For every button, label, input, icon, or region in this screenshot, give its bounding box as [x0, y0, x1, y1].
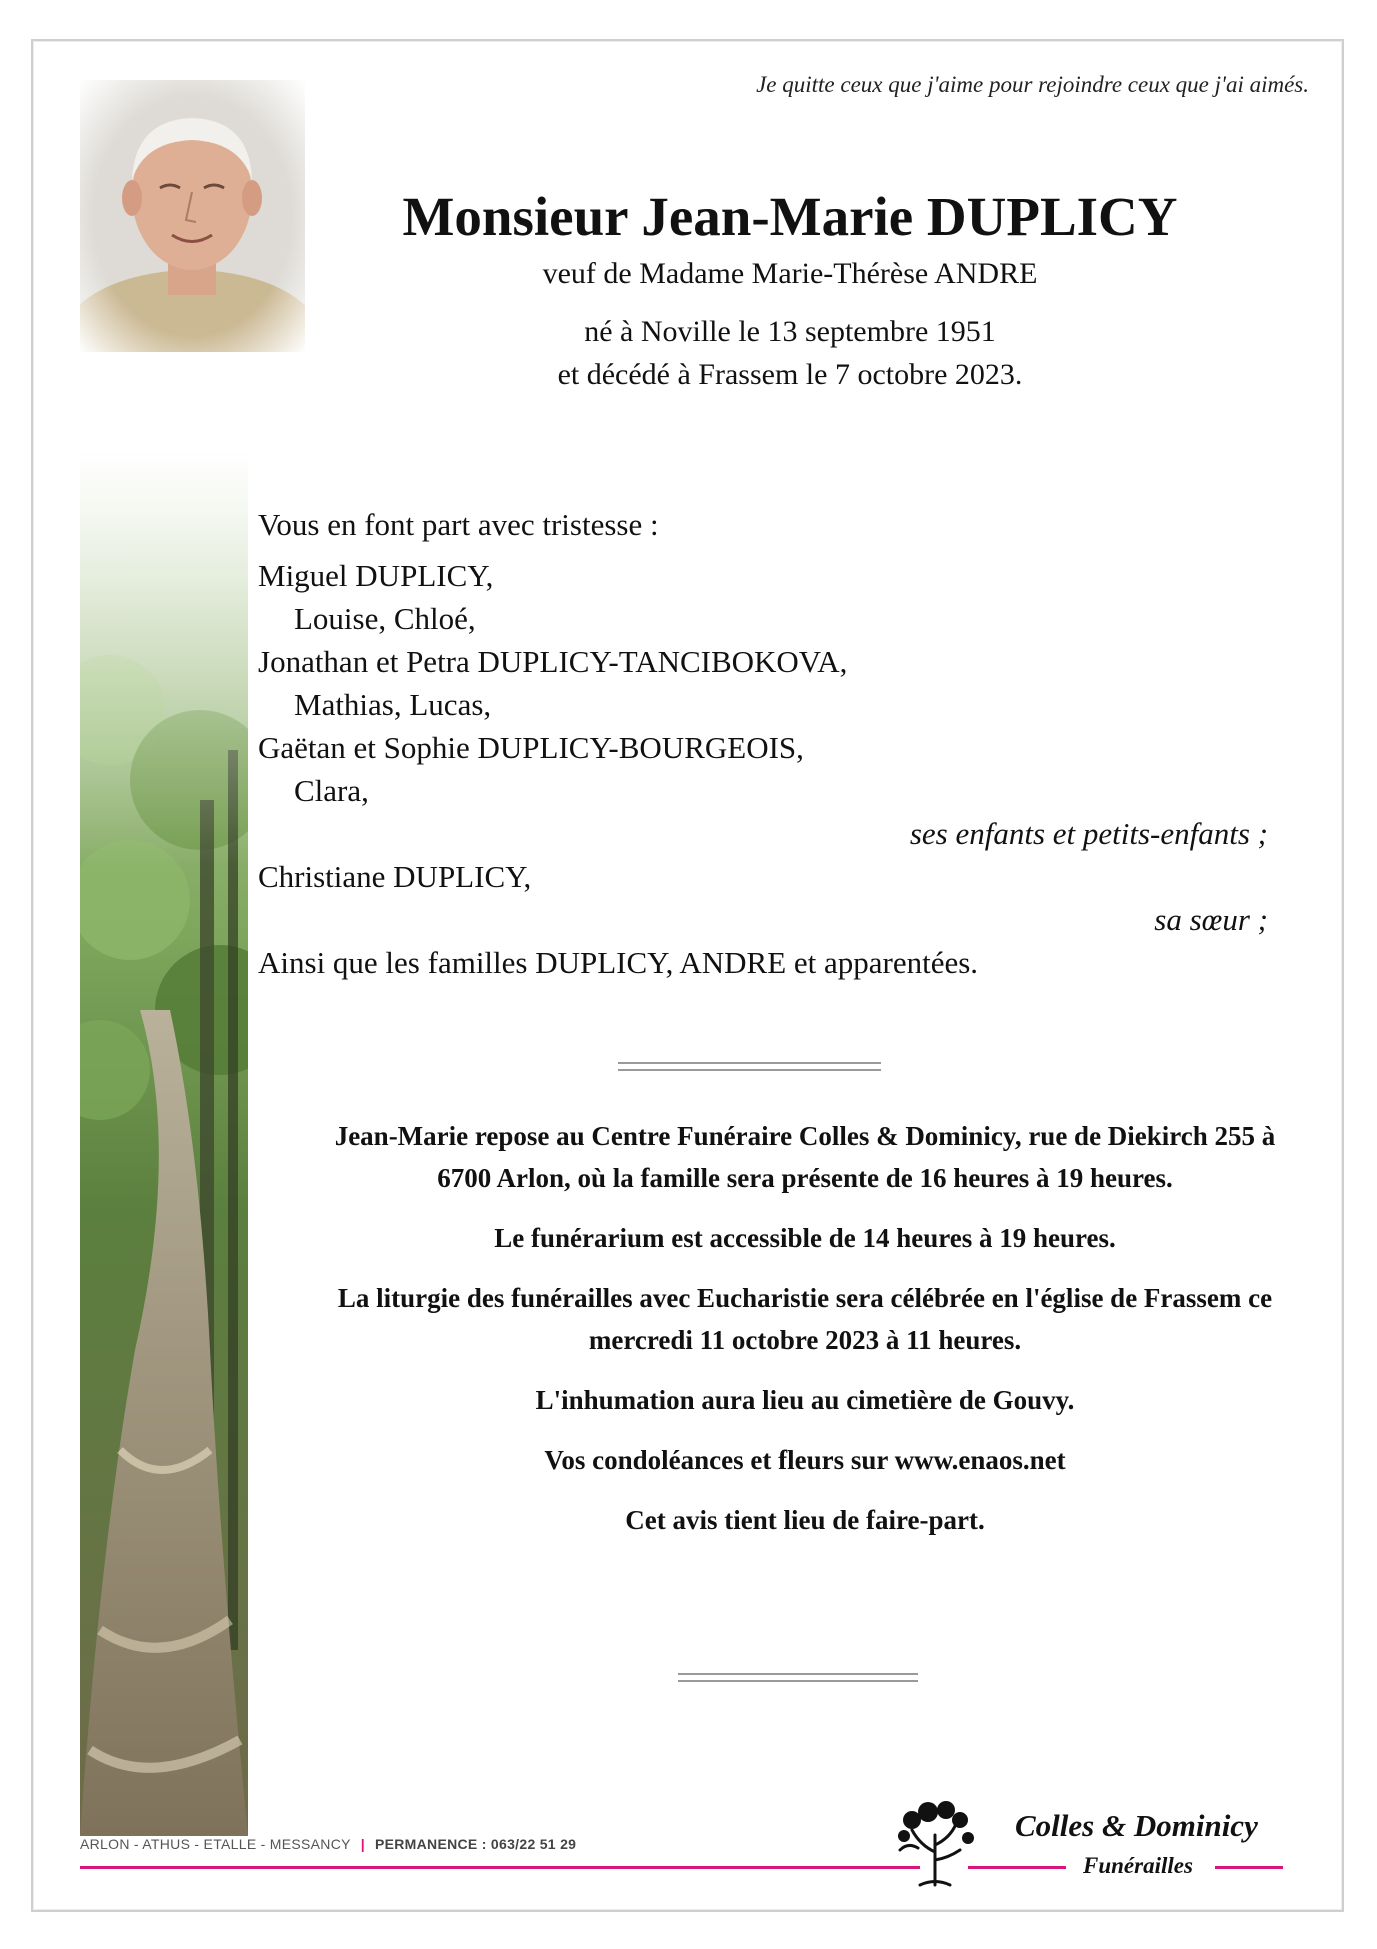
condolences-text: Vos condoléances et fleurs sur www.enaos.net: [544, 1445, 1066, 1475]
family-role: ses enfants et petits-enfants ;: [909, 816, 1268, 851]
burial-text: L'inhumation aura lieu au cimetière de Gouvy.: [535, 1385, 1075, 1415]
tree-logo-icon: [890, 1790, 980, 1890]
spouse-line: veuf de Madame Marie-Thérèse ANDRE: [542, 257, 1038, 290]
birth-line: né à Noville le 13 septembre 1951: [584, 315, 996, 348]
family-intro: Vous en font part avec tristesse :: [258, 507, 659, 542]
notice-text: Cet avis tient lieu de faire-part.: [625, 1505, 985, 1535]
family-line: Mathias, Lucas,: [294, 687, 492, 722]
logo-accent-line-right: [1215, 1866, 1283, 1869]
footer-permanence: PERMANENCE : 063/22 51 29: [375, 1836, 577, 1852]
family-line: Ainsi que les familles DUPLICY, ANDRE et apparentées.: [258, 945, 979, 980]
epigraph-quote: Je quitte ceux que j'aime pour rejoindre ceux que j'ai aimés.: [756, 72, 1309, 97]
bottom-divider: [678, 1673, 918, 1682]
company-logo-name: Colles & Dominicy: [1015, 1808, 1258, 1843]
family-line: Clara,: [294, 773, 369, 808]
family-announcement: [258, 503, 1268, 984]
logo-accent-line-left: [968, 1866, 1066, 1869]
footer-locations: ARLON - ATHUS - ETALLE - MESSANCY: [80, 1836, 351, 1852]
footer-separator: |: [360, 1836, 365, 1852]
funerarium-hours: Le funérarium est accessible de 14 heures à 19 heures.: [494, 1223, 1116, 1253]
deceased-name: Monsieur Jean-Marie DUPLICY: [402, 186, 1178, 247]
family-role: sa sœur ;: [1154, 902, 1268, 937]
family-line: Gaëtan et Sophie DUPLICY-BOURGEOIS,: [258, 730, 804, 765]
family-line: Christiane DUPLICY,: [258, 859, 532, 894]
family-line: Miguel DUPLICY,: [258, 558, 494, 593]
ceremony-info: [310, 1115, 1300, 1559]
liturgy-text: La liturgie des funérailles avec Eucharistie sera célébrée en l'église de Frassem ce mercredi 11 octobre 2023 à 11 heures.: [337, 1283, 1273, 1355]
top-divider: [618, 1062, 881, 1071]
footer-accent-line: [80, 1866, 920, 1869]
forest-path-image: [80, 450, 248, 1836]
family-line: Louise, Chloé,: [294, 601, 476, 636]
family-line: Jonathan et Petra DUPLICY-TANCIBOKOVA,: [258, 644, 848, 679]
visitation-text: Jean-Marie repose au Centre Funéraire Colles & Dominicy, rue de Diekirch 255 à 6700 Arlon, où la famille sera présente de 16 heures à 19 heures.: [334, 1121, 1276, 1193]
footer-contact: [80, 1836, 576, 1852]
company-logo-sub: Funérailles: [1083, 1853, 1193, 1878]
death-line: et décédé à Frassem le 7 octobre 2023.: [557, 358, 1023, 391]
